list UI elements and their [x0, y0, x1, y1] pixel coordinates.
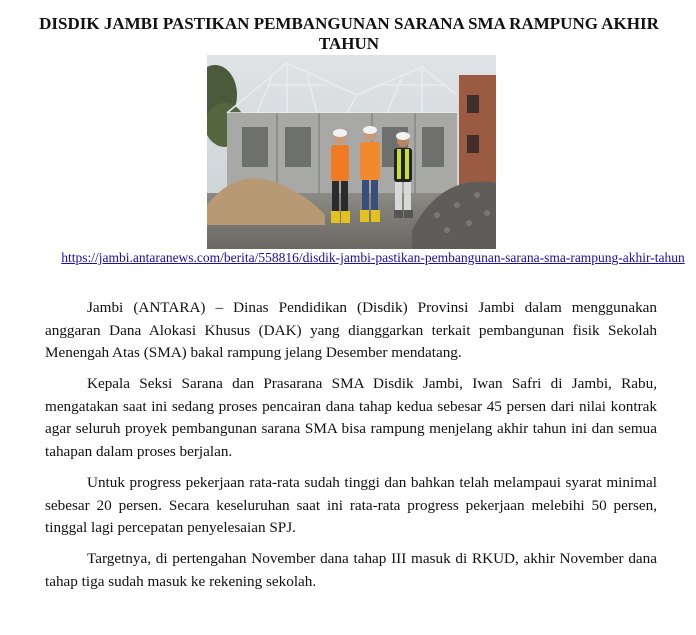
image-caption: [60, 250, 686, 266]
paragraph-4: Targetnya, di pertengahan November dana tahap III masuk di RKUD, akhir November dana tahap tiga sudah masuk ke rekening sekolah.: [45, 550, 657, 591]
construction-site-illustration: [207, 55, 496, 249]
paragraph-2: Kepala Seksi Sarana dan Prasarana SMA Disdik Jambi, Iwan Safri di Jambi, Rabu, mengatakan saat ini sedang proses pencairan dana tahap kedua sebesar 45 persen dari nilai kontrak agar seluruh proyek pembangunan sarana SMA bisa rampung menjelang akhir tahun ini dan semua tahapan dalam proses berjalan.: [45, 375, 657, 461]
article-body: [45, 297, 657, 602]
construction-site-photo: [207, 55, 496, 249]
article-title: DISDIK JAMBI PASTIKAN PEMBANGUNAN SARANA SMA RAMPUNG AKHIR TAHUN: [39, 14, 659, 53]
source-link[interactable]: https://jambi.antaranews.com/berita/558816/disdik-jambi-pastikan-pembangunan-sarana-sma-rampung-akhir-tahun: [61, 250, 685, 265]
paragraph-3: Untuk progress pekerjaan rata-rata sudah tinggi dan bahkan telah melampaui syarat minimal sebesar 20 persen. Secara keseluruhan saat ini rata-rata progress pekerjaan melebihi 50 persen, tinggal lagi percepatan penyelesaian SPJ.: [45, 474, 657, 537]
paragraph-1: Jambi (ANTARA) – Dinas Pendidikan (Disdik) Provinsi Jambi dalam menggunakan anggaran Dana Alokasi Khusus (DAK) yang dianggarkan terkait pembangunan fisik Sekolah Menengah Atas (SMA) bakal rampung jelang Desember mendatang.: [45, 299, 657, 362]
